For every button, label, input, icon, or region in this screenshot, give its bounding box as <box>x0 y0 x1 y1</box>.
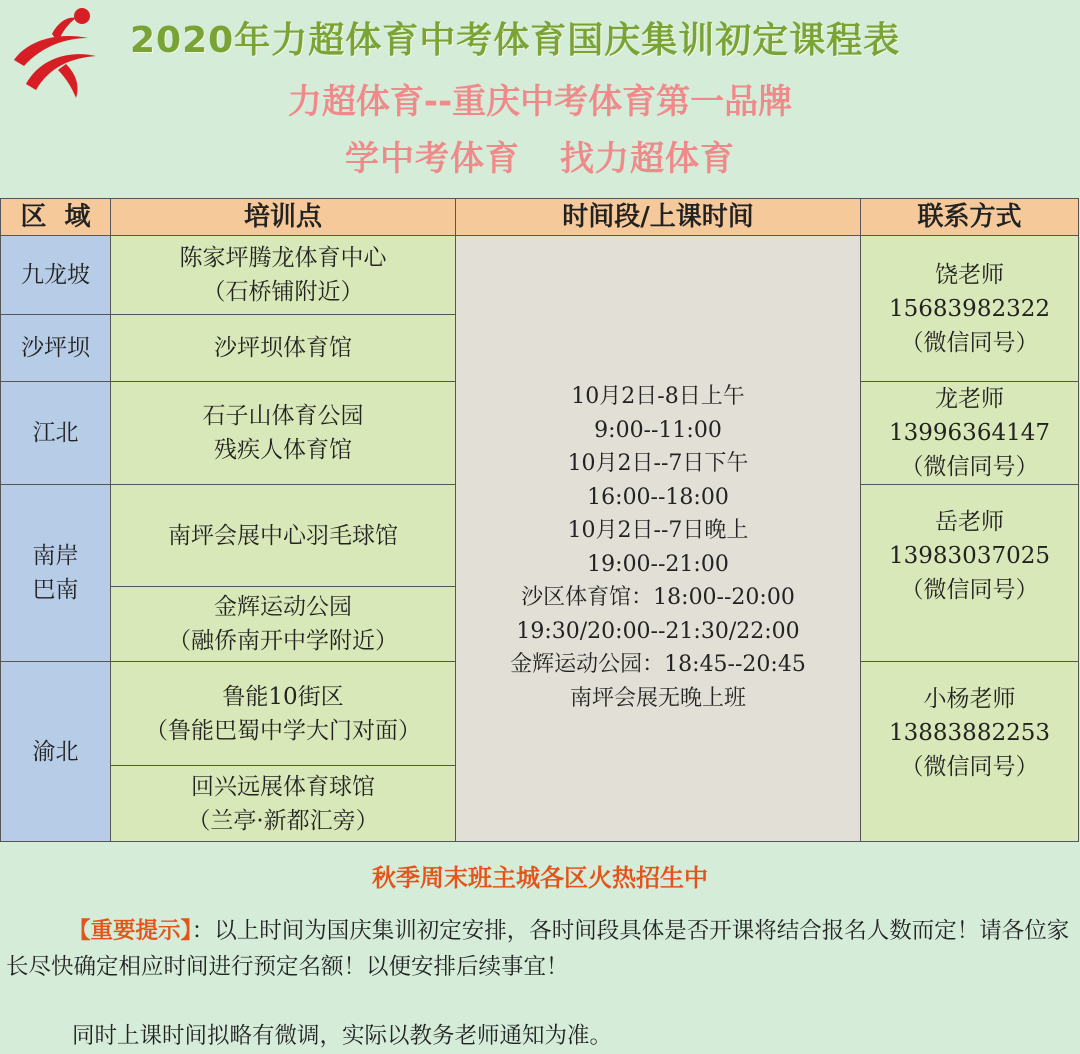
contact-note: （微信同号） <box>900 454 1039 480</box>
schedule-line: 16:00--18:00 <box>587 484 729 510</box>
schedule-line: 10月2日--7日晚上 <box>567 518 749 543</box>
col-header-site: 培训点 <box>111 198 456 236</box>
site-cell: 回兴远展体育球馆 （兰亭·新都汇旁） <box>111 766 456 842</box>
region-cell: 渝北 <box>0 662 111 842</box>
contact-phone[interactable]: 13996364147 <box>889 420 1050 446</box>
schedule-table <box>0 198 1080 842</box>
contact-name: 小杨老师 <box>923 686 1016 712</box>
contact-name: 岳老师 <box>935 509 1004 535</box>
poster-header <box>0 0 1080 198</box>
contact-name: 龙老师 <box>935 386 1004 412</box>
schedule-line: 金辉运动公园：18:45--20:45 <box>510 652 806 677</box>
schedule-line: 沙区体育馆：18:00--20:00 <box>521 585 795 610</box>
region-cell: 沙坪坝 <box>0 315 111 382</box>
site-cell: 石子山体育公园 残疾人体育馆 <box>111 382 456 485</box>
region-cell: 江北 <box>0 382 111 485</box>
poster-title: 2020年力超体育中考体育国庆集训初定课程表 <box>130 20 901 61</box>
region-cell: 南岸 巴南 <box>0 485 111 662</box>
contact-phone[interactable]: 13983037025 <box>889 543 1050 569</box>
contact-cell <box>861 382 1079 485</box>
contact-note: （微信同号） <box>900 754 1039 780</box>
schedule-line: 南坪会展无晚上班 <box>569 685 746 711</box>
site-cell: 陈家坪腾龙体育中心 （石桥铺附近） <box>111 236 456 315</box>
contact-phone[interactable]: 13883882253 <box>889 720 1050 746</box>
contact-cell <box>861 236 1079 382</box>
col-header-contact: 联系方式 <box>861 198 1079 236</box>
site-cell: 鲁能10街区 （鲁能巴蜀中学大门对面） <box>111 662 456 766</box>
brand-slogan: 力超体育--重庆中考体育第一品牌 <box>287 82 793 122</box>
notice-footer: 同时上课时间拟略有微调，实际以教务老师通知为准。 <box>72 1023 613 1049</box>
contact-cell <box>861 485 1079 662</box>
motto <box>0 131 1080 180</box>
contact-cell <box>861 662 1079 842</box>
site-cell: 南坪会展中心羽毛球馆 <box>111 485 456 587</box>
enrollment-banner: 秋季周末班主城各区火热招生中 <box>372 864 708 892</box>
notice-tip-label: 【重要提示】 <box>68 918 192 944</box>
schedule-line: 19:00--21:00 <box>587 551 729 577</box>
motto-left: 学中考体育 <box>345 139 520 179</box>
site-cell: 金辉运动公园 （融侨南开中学附近） <box>111 587 456 662</box>
important-notice <box>6 913 1072 985</box>
contact-note: （微信同号） <box>900 329 1039 356</box>
schedule-line: 9:00--11:00 <box>594 417 722 443</box>
schedule-line: 19:30/20:00--21:30/22:00 <box>516 618 800 644</box>
contact-phone[interactable]: 15683982322 <box>889 295 1050 322</box>
motto-right: 找力超体育 <box>560 139 735 179</box>
schedule-line: 10月2日--7日下午 <box>567 451 749 476</box>
contact-note: （微信同号） <box>900 577 1039 603</box>
contact-name: 饶老师 <box>935 261 1004 288</box>
region-cell: 九龙坡 <box>0 236 111 315</box>
notice-text: ：以上时间为国庆集训初定安排，各时间段具体是否开课将结合报名人数而定！请各位家长尽快确定相应时间进行预定名额！以便安排后续事宜！ <box>6 918 1070 980</box>
site-cell: 沙坪坝体育馆 <box>111 315 456 382</box>
schedule-line: 10月2日-8日上午 <box>571 384 745 409</box>
col-header-region: 区 域 <box>0 198 111 236</box>
schedule-cell <box>456 236 861 842</box>
col-header-time: 时间段/上课时间 <box>456 198 861 236</box>
